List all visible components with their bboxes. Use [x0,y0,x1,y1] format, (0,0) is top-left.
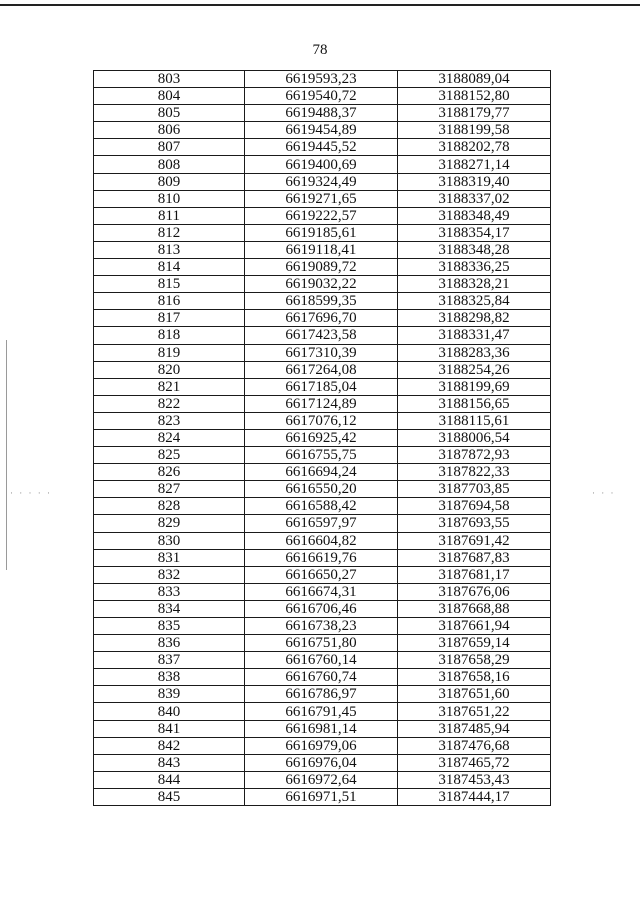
point-number-cell: 843 [94,754,245,771]
table-row [94,361,551,378]
table-row [94,600,551,617]
table-row [94,224,551,241]
point-number-cell: 807 [94,139,245,156]
table-row [94,481,551,498]
table-row [94,259,551,276]
y-coordinate-cell: 3187661,94 [398,618,551,635]
point-number-cell: 821 [94,378,245,395]
x-coordinate-cell: 6616650,27 [245,566,398,583]
x-coordinate-cell: 6616619,76 [245,549,398,566]
x-coordinate-cell: 6616981,14 [245,720,398,737]
y-coordinate-cell: 3187476,68 [398,737,551,754]
point-number-cell: 805 [94,105,245,122]
x-coordinate-cell: 6619445,52 [245,139,398,156]
x-coordinate-cell: 6616971,51 [245,788,398,805]
x-coordinate-cell: 6616755,75 [245,447,398,464]
y-coordinate-cell: 3187676,06 [398,583,551,600]
point-number-cell: 817 [94,310,245,327]
y-coordinate-cell: 3187668,88 [398,600,551,617]
point-number-cell: 833 [94,583,245,600]
x-coordinate-cell: 6617076,12 [245,412,398,429]
x-coordinate-cell: 6618599,35 [245,293,398,310]
x-coordinate-cell: 6619488,37 [245,105,398,122]
table-row [94,71,551,88]
y-coordinate-cell: 3187687,83 [398,549,551,566]
x-coordinate-cell: 6616786,97 [245,686,398,703]
x-coordinate-cell: 6617310,39 [245,344,398,361]
x-coordinate-cell: 6616706,46 [245,600,398,617]
table-row [94,703,551,720]
x-coordinate-cell: 6617696,70 [245,310,398,327]
x-coordinate-cell: 6616925,42 [245,429,398,446]
x-coordinate-cell: 6616604,82 [245,532,398,549]
point-number-cell: 832 [94,566,245,583]
y-coordinate-cell: 3187681,17 [398,566,551,583]
x-coordinate-cell: 6616738,23 [245,618,398,635]
table-row [94,327,551,344]
x-coordinate-cell: 6619222,57 [245,207,398,224]
point-number-cell: 835 [94,618,245,635]
point-number-cell: 808 [94,156,245,173]
y-coordinate-cell: 3187693,55 [398,515,551,532]
x-coordinate-cell: 6619540,72 [245,88,398,105]
point-number-cell: 809 [94,173,245,190]
table-row [94,532,551,549]
y-coordinate-cell: 3187651,22 [398,703,551,720]
x-coordinate-cell: 6616694,24 [245,464,398,481]
table-row [94,498,551,515]
y-coordinate-cell: 3188348,49 [398,207,551,224]
table-row [94,105,551,122]
x-coordinate-cell: 6616751,80 [245,635,398,652]
table-row [94,378,551,395]
point-number-cell: 814 [94,259,245,276]
top-border-line [0,4,640,6]
point-number-cell: 816 [94,293,245,310]
table-row [94,139,551,156]
table-row [94,583,551,600]
y-coordinate-cell: 3188298,82 [398,310,551,327]
x-coordinate-cell: 6616597,97 [245,515,398,532]
y-coordinate-cell: 3188089,04 [398,71,551,88]
point-number-cell: 810 [94,190,245,207]
y-coordinate-cell: 3188202,78 [398,139,551,156]
point-number-cell: 834 [94,600,245,617]
point-number-cell: 839 [94,686,245,703]
y-coordinate-cell: 3188319,40 [398,173,551,190]
table-row [94,515,551,532]
table-row [94,754,551,771]
x-coordinate-cell: 6617185,04 [245,378,398,395]
point-number-cell: 820 [94,361,245,378]
x-coordinate-cell: 6616550,20 [245,481,398,498]
table-row [94,429,551,446]
table-row [94,447,551,464]
y-coordinate-cell: 3187453,43 [398,771,551,788]
x-coordinate-cell: 6616791,45 [245,703,398,720]
right-fold-dots: · · · [592,488,616,498]
x-coordinate-cell: 6619032,22 [245,276,398,293]
table-row [94,669,551,686]
y-coordinate-cell: 3188179,77 [398,105,551,122]
y-coordinate-cell: 3188325,84 [398,293,551,310]
y-coordinate-cell: 3187872,93 [398,447,551,464]
x-coordinate-cell: 6619324,49 [245,173,398,190]
y-coordinate-cell: 3188006,54 [398,429,551,446]
point-number-cell: 837 [94,652,245,669]
point-number-cell: 823 [94,412,245,429]
y-coordinate-cell: 3188348,28 [398,241,551,258]
table-row [94,207,551,224]
table-row [94,737,551,754]
x-coordinate-cell: 6617124,89 [245,395,398,412]
y-coordinate-cell: 3187658,29 [398,652,551,669]
x-coordinate-cell: 6617264,08 [245,361,398,378]
point-number-cell: 844 [94,771,245,788]
point-number-cell: 828 [94,498,245,515]
y-coordinate-cell: 3187658,16 [398,669,551,686]
y-coordinate-cell: 3188328,21 [398,276,551,293]
x-coordinate-cell: 6619454,89 [245,122,398,139]
table-row [94,395,551,412]
point-number-cell: 831 [94,549,245,566]
x-coordinate-cell: 6619118,41 [245,241,398,258]
y-coordinate-cell: 3188199,69 [398,378,551,395]
y-coordinate-cell: 3187465,72 [398,754,551,771]
table-row [94,686,551,703]
y-coordinate-cell: 3188156,65 [398,395,551,412]
point-number-cell: 842 [94,737,245,754]
y-coordinate-cell: 3188354,17 [398,224,551,241]
table-row [94,344,551,361]
point-number-cell: 811 [94,207,245,224]
table-row [94,549,551,566]
coordinates-table-body [94,71,551,806]
table-row [94,618,551,635]
point-number-cell: 812 [94,224,245,241]
y-coordinate-cell: 3187822,33 [398,464,551,481]
coordinates-table [93,70,551,806]
x-coordinate-cell: 6616972,64 [245,771,398,788]
x-coordinate-cell: 6616760,74 [245,669,398,686]
point-number-cell: 826 [94,464,245,481]
point-number-cell: 822 [94,395,245,412]
point-number-cell: 813 [94,241,245,258]
point-number-cell: 818 [94,327,245,344]
table-row [94,241,551,258]
y-coordinate-cell: 3188336,25 [398,259,551,276]
y-coordinate-cell: 3187485,94 [398,720,551,737]
x-coordinate-cell: 6616976,04 [245,754,398,771]
x-coordinate-cell: 6616588,42 [245,498,398,515]
scan-margin-mark [6,340,7,570]
table-row [94,293,551,310]
point-number-cell: 804 [94,88,245,105]
x-coordinate-cell: 6616674,31 [245,583,398,600]
page-number: 78 [312,42,328,58]
point-number-cell: 806 [94,122,245,139]
table-row [94,173,551,190]
point-number-cell: 845 [94,788,245,805]
table-row [94,190,551,207]
x-coordinate-cell: 6619593,23 [245,71,398,88]
x-coordinate-cell: 6616760,14 [245,652,398,669]
x-coordinate-cell: 6619271,65 [245,190,398,207]
y-coordinate-cell: 3187659,14 [398,635,551,652]
point-number-cell: 815 [94,276,245,293]
table-row [94,310,551,327]
y-coordinate-cell: 3188254,26 [398,361,551,378]
x-coordinate-cell: 6619089,72 [245,259,398,276]
x-coordinate-cell: 6619400,69 [245,156,398,173]
point-number-cell: 841 [94,720,245,737]
table-row [94,566,551,583]
y-coordinate-cell: 3187444,17 [398,788,551,805]
point-number-cell: 824 [94,429,245,446]
table-row [94,464,551,481]
y-coordinate-cell: 3187694,58 [398,498,551,515]
point-number-cell: 840 [94,703,245,720]
table-row [94,788,551,805]
table-row [94,771,551,788]
y-coordinate-cell: 3188152,80 [398,88,551,105]
table-row [94,88,551,105]
point-number-cell: 838 [94,669,245,686]
table-row [94,122,551,139]
x-coordinate-cell: 6617423,58 [245,327,398,344]
y-coordinate-cell: 3187691,42 [398,532,551,549]
table-row [94,276,551,293]
left-fold-dots: · · · · · [10,488,52,498]
table-row [94,156,551,173]
y-coordinate-cell: 3188115,61 [398,412,551,429]
y-coordinate-cell: 3188199,58 [398,122,551,139]
x-coordinate-cell: 6619185,61 [245,224,398,241]
point-number-cell: 827 [94,481,245,498]
point-number-cell: 819 [94,344,245,361]
point-number-cell: 825 [94,447,245,464]
y-coordinate-cell: 3187651,60 [398,686,551,703]
table-row [94,412,551,429]
point-number-cell: 830 [94,532,245,549]
point-number-cell: 829 [94,515,245,532]
table-row [94,652,551,669]
y-coordinate-cell: 3188283,36 [398,344,551,361]
y-coordinate-cell: 3188271,14 [398,156,551,173]
table-row [94,720,551,737]
table-row [94,635,551,652]
y-coordinate-cell: 3188337,02 [398,190,551,207]
point-number-cell: 836 [94,635,245,652]
y-coordinate-cell: 3188331,47 [398,327,551,344]
point-number-cell: 803 [94,71,245,88]
x-coordinate-cell: 6616979,06 [245,737,398,754]
y-coordinate-cell: 3187703,85 [398,481,551,498]
